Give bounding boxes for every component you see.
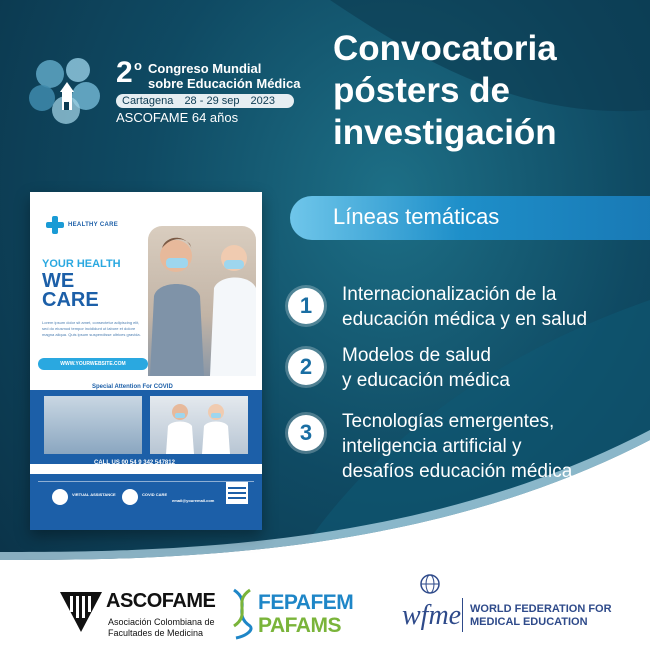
poster-photo-exam xyxy=(44,396,142,454)
poster-photo-patient xyxy=(148,226,256,376)
title-line3: investigación xyxy=(333,113,557,152)
ascofame-name: ASCOFAME xyxy=(106,590,216,612)
qr-code-icon xyxy=(226,482,248,504)
poster-we: WE xyxy=(42,270,75,292)
congress-line2: sobre Educación Médica xyxy=(148,76,301,91)
covid-care-icon xyxy=(122,489,138,505)
assistance-icon xyxy=(52,489,68,505)
poster-brand: HEALTHY CARE xyxy=(68,222,119,228)
fepafem-dna-icon xyxy=(228,588,256,640)
ascofame-sub2: Facultades de Medicina xyxy=(108,628,204,638)
congress-ordinal: o xyxy=(134,58,142,73)
ascofame-sub1: Asociación Colombiana de xyxy=(108,617,215,627)
wfme-line1: WORLD FEDERATION FOR xyxy=(470,603,612,615)
topic-3-line1: Tecnologías emergentes, xyxy=(342,411,555,432)
topic-number-2: 2 xyxy=(288,349,324,385)
poster-your-health: YOUR HEALTH xyxy=(42,258,121,270)
congress-year: 2023 xyxy=(250,95,276,107)
poster-special: Special Attention For COVID xyxy=(92,384,173,390)
topic-number-1: 1 xyxy=(288,288,324,324)
title-line2: pósters de xyxy=(333,71,510,110)
congress-date-bar xyxy=(116,94,294,108)
title-line1: Convocatoria xyxy=(333,29,557,68)
medical-cross-icon xyxy=(46,216,64,234)
poster-call: CALL US 00 54 9 342 547812 xyxy=(94,460,175,466)
poster-foot1: VIRTUAL ASSISTANCE xyxy=(72,492,116,497)
section-label: Líneas temáticas xyxy=(333,204,500,229)
congress-number: 2 xyxy=(116,56,133,89)
congress-dates: 28 - 29 sep xyxy=(184,95,240,107)
pafams-name: PAFAMS xyxy=(258,614,341,637)
topic-text-1 xyxy=(342,282,587,332)
wfme-divider xyxy=(462,598,463,632)
poster-footer-divider xyxy=(38,481,254,482)
poster-foot3: email@youremail.com xyxy=(172,498,215,503)
topic-2-line1: Modelos de salud xyxy=(342,345,491,366)
topic-text-3 xyxy=(342,409,572,484)
poster-care: CARE xyxy=(42,289,99,311)
doctors-illustration-icon xyxy=(150,396,248,454)
wfme-line2: MEDICAL EDUCATION xyxy=(470,616,588,628)
poster-photo-doctors xyxy=(150,396,248,454)
topic-number-3: 3 xyxy=(288,415,324,451)
page-title xyxy=(333,28,557,154)
sample-poster xyxy=(30,192,262,530)
topic-1-line1: Internacionalización de la xyxy=(342,284,557,305)
poster-foot2: COVID CARE xyxy=(142,492,168,497)
poster-website: WWW.YOURWEBSITE.COM xyxy=(38,358,148,370)
topic-2-line2: y educación médica xyxy=(342,370,510,391)
topic-text-2 xyxy=(342,343,510,393)
globe-icon xyxy=(420,574,440,594)
wfme-logo-text: wfme xyxy=(402,600,462,631)
congress-city: Cartagena xyxy=(122,95,174,107)
patient-illustration-icon xyxy=(148,226,256,376)
topic-1-line2: educación médica y en salud xyxy=(342,309,588,330)
congress-logo-icon xyxy=(28,52,108,132)
congress-subtitle: ASCOFAME 64 años xyxy=(116,110,239,125)
topic-3-line2: inteligencia artificial y xyxy=(342,436,522,457)
ascofame-logo-icon xyxy=(60,588,102,632)
fepafem-name: FEPAFEM xyxy=(258,591,354,614)
poster-body-text: Lorem ipsum dolor sit amet, consectetur adipiscing elit, sed do eiusmod tempor incididunt ut labore et dolore magna aliqua. Quis ipsum suspendisse ultrices gravida. xyxy=(42,320,141,337)
topic-3-line3: desafíos educación médica xyxy=(342,461,573,482)
congress-line1: Congreso Mundial xyxy=(148,61,262,76)
